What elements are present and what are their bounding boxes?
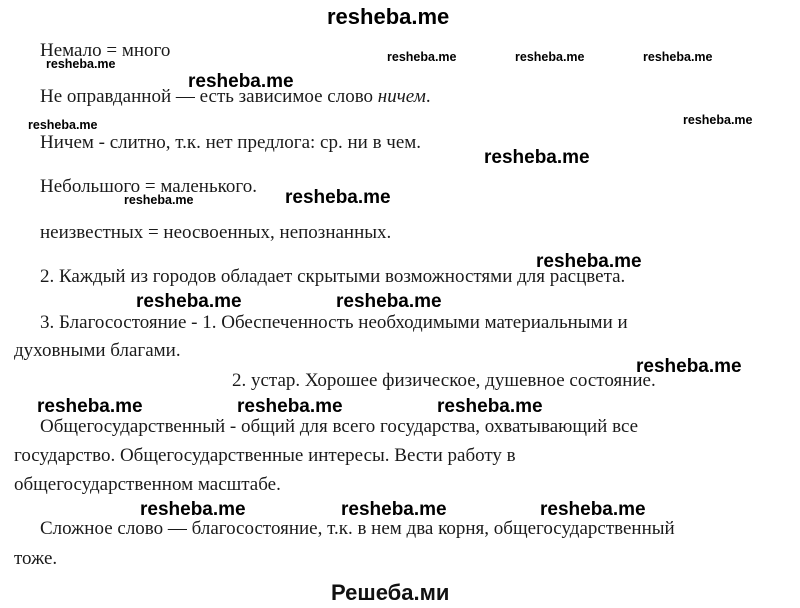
watermark-small: resheba.me [387, 50, 457, 64]
text-line-6: 2. Каждый из городов обладает скрытыми возможностями для расцвета. [40, 266, 626, 287]
watermark-large: resheba.me [536, 251, 642, 272]
watermark-large: resheba.me [540, 499, 646, 520]
text-line-12: общегосударственном масштабе. [14, 474, 281, 495]
watermark-large: resheba.me [285, 187, 391, 208]
watermark-large: resheba.me [136, 291, 242, 312]
text-line-13: Сложное слово — благосостояние, т.к. в нем два корня, общегосударственный [40, 518, 675, 539]
watermark-large: resheba.me [336, 291, 442, 312]
watermark-large: resheba.me [341, 499, 447, 520]
watermark-large: resheba.me [437, 396, 543, 417]
watermark-small: resheba.me [683, 113, 753, 127]
watermark-small: resheba.me [46, 57, 116, 71]
site-footer: Решеба.ми [331, 580, 450, 605]
text-line-8: духовными благами. [14, 340, 181, 361]
text-line-10: Общегосударственный - общий для всего государства, охватывающий все [40, 416, 639, 437]
site-header: resheba.me [327, 4, 450, 29]
text-line-2-main: Не оправданной — есть зависимое слово [40, 86, 378, 107]
text-line-1: Немало = много [40, 40, 171, 61]
watermark-small: resheba.me [643, 50, 713, 64]
text-line-4: Небольшого = маленького. [40, 176, 257, 197]
watermark-small: resheba.me [124, 193, 194, 207]
text-line-9: 2. устар. Хорошее физическое, душевное состояние. [232, 370, 656, 391]
text-line-2-italic: ничем [377, 86, 426, 107]
text-line-5: неизвестных = неосвоенных, непознанных. [40, 222, 392, 243]
watermark-large: resheba.me [484, 147, 590, 168]
watermark-large: resheba.me [37, 396, 143, 417]
text-line-7: 3. Благосостояние - 1. Обеспеченность необходимыми материальными и [40, 312, 628, 333]
watermark-large: resheba.me [188, 71, 294, 92]
text-line-3: Ничем - слитно, т.к. нет предлога: ср. ни в чем. [40, 132, 422, 153]
text-line-14: тоже. [14, 548, 58, 569]
text-line-11: государство. Общегосударственные интересы. Вести работу в [14, 445, 516, 466]
text-line-2-end: . [425, 86, 431, 107]
watermark-small: resheba.me [515, 50, 585, 64]
watermark-large: resheba.me [636, 356, 742, 377]
watermark-small: resheba.me [28, 118, 98, 132]
watermark-large: resheba.me [140, 499, 246, 520]
watermark-large: resheba.me [237, 396, 343, 417]
